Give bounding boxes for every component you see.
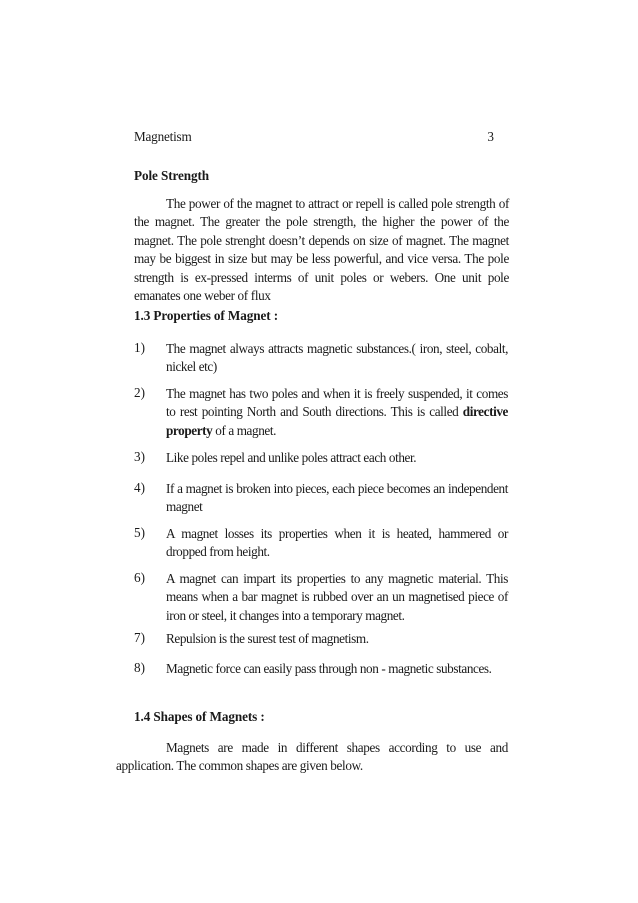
list-item-text: Repulsion is the surest test of magnetism.: [166, 631, 369, 646]
list-item-text: If a magnet is broken into pieces, each piece becomes an independent magnet: [166, 481, 508, 515]
list-item-number: 4): [134, 480, 145, 495]
list-item-text: The magnet has two poles and when it is freely suspended, it comes to rest pointing North and South directions. This is called directive property of a magnet.: [166, 386, 508, 438]
list-item-number: 2): [134, 385, 145, 400]
pole-strength-paragraph: The power of the magnet to attract or repell is called pole strength of the magnet. The greater the pole strength, the higher the power of the magnet. The pole strenght doesn’t depends on size of magnet. The magnet may be biggest in size but may be less powerful, and vice versa. The pole strength is ex-pressed interms of unit poles or webers. One unit pole emanates one weber of flux: [134, 196, 509, 304]
list-item-text: Magnetic force can easily pass through non - magnetic substances.: [166, 661, 492, 676]
properties-heading: 1.3 Properties of Magnet :: [134, 308, 279, 323]
list-item-text: A magnet losses its properties when it is heated, hammered or dropped from height.: [166, 526, 508, 560]
shapes-paragraph: Magnets are made in different shapes according to use and application. The common shapes are given below.: [116, 740, 508, 774]
list-item-text: A magnet can impart its properties to any magnetic material. This means when a bar magnet is rubbed over an un magnetised piece of iron or steel, it changes into a temporary magnet.: [166, 571, 508, 623]
list-item-text: Like poles repel and unlike poles attract each other.: [166, 450, 417, 465]
list-item-number: 8): [134, 660, 145, 675]
list-item-number: 6): [134, 570, 145, 585]
pole-strength-heading: Pole Strength: [134, 168, 210, 183]
list-item-number: 3): [134, 449, 145, 464]
list-item-number: 5): [134, 525, 145, 540]
list-item-text: The magnet always attracts magnetic substances.( iron, steel, cobalt, nickel etc): [166, 341, 508, 375]
shapes-heading: 1.4 Shapes of Magnets :: [134, 709, 265, 724]
list-item-number: 1): [134, 340, 145, 355]
directive-property-term: directive property: [166, 404, 508, 438]
list-item-number: 7): [134, 630, 145, 645]
page-number: 3: [487, 129, 494, 144]
running-header: [134, 129, 494, 147]
header-title: Magnetism: [134, 129, 192, 144]
